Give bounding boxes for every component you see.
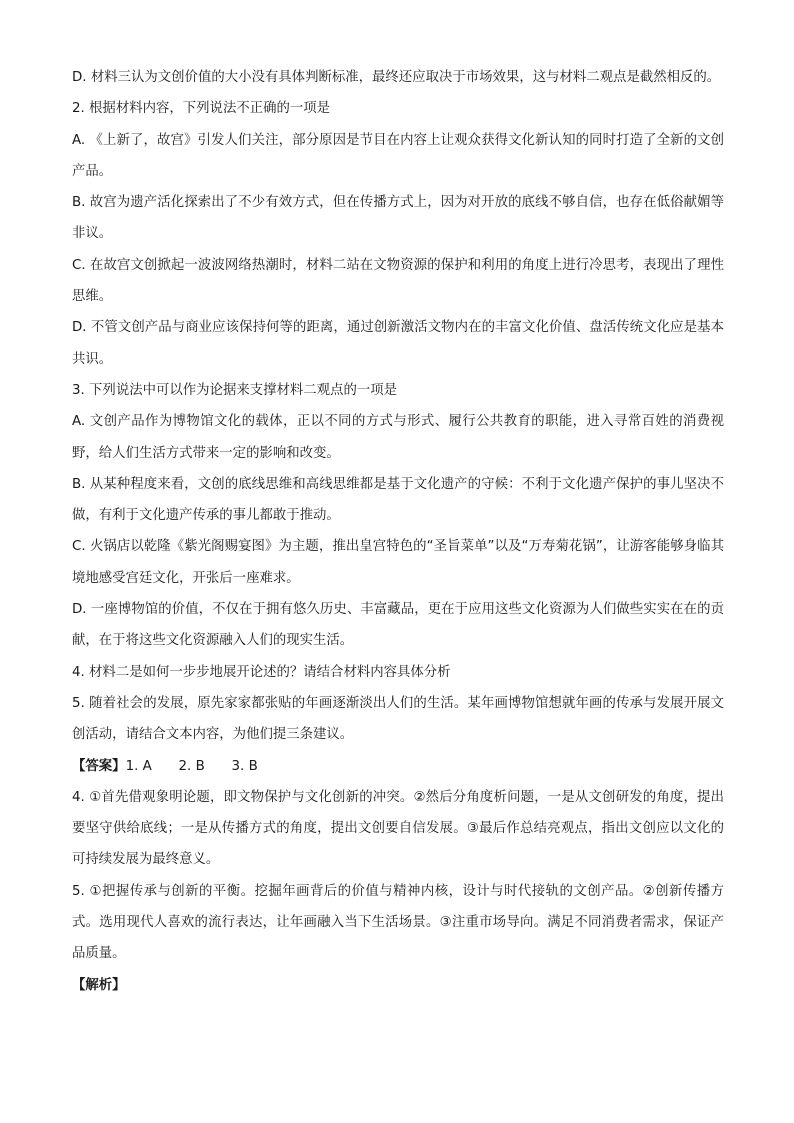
q2-stem: 2. 根据材料内容，下列说法不正确的一项是 bbox=[72, 101, 331, 117]
q4-stem: 4. 材料二是如何一步步地展开论述的？请结合材料内容具体分析 bbox=[72, 664, 451, 680]
q3-option-b: B. 从某种程度来看，文创的底线思维和高线思维都是基于文化遗产的守候：不利于文化遗产保护的事儿坚决不做，有利于文化遗产传承的事儿都敢于推动。 bbox=[72, 476, 724, 524]
q5-stem: 5. 随着社会的发展，原先家家都张贴的年画逐渐淡出人们的生活。某年画博物馆想就年画的传承与发展开展文创活动，请结合文本内容，为他们提三条建议。 bbox=[72, 695, 724, 743]
q3-option-d: D. 一座博物馆的价值，不仅在于拥有悠久历史、丰富藏品，更在于应用这些文化资源为人们做些实实在在的贡献，在于将这些文化资源融入人们的现实生活。 bbox=[72, 602, 724, 649]
q1-option-d: D. 材料三认为文创价值的大小没有具体判断标准，最终还应取决于市场效果，这与材料二观点是截然相反的。 bbox=[72, 70, 721, 85]
q2-option-d: D. 不管文创产品与商业应该保持何等的距离，通过创新激活文物内在的丰富文化价值、盘活传统文化应是基本共识。 bbox=[72, 320, 724, 367]
analysis-label: 【解析】 bbox=[72, 977, 126, 993]
q3-option-c: C. 火锅店以乾隆《紫光阁赐宴图》为主题，推出皇宫特色的“圣旨菜单”以及“万寿菊花锅”，让游客能够身临其境地感受宫廷文化，开张后一座难求。 bbox=[72, 539, 724, 586]
answer-5: 5. ①把握传承与创新的平衡。挖掘年画背后的价值与精神内核，设计与时代接轨的文创产品。②创新传播方式。选用现代人喜欢的流行表达，让年画融入当下生活场景。③注重市场导向。满足不同消费者需求，保证产品质量。 bbox=[72, 883, 724, 962]
document-body bbox=[72, 62, 724, 1001]
answer-mc: 1. A 2. B 3. B bbox=[125, 758, 258, 774]
answer-line bbox=[72, 751, 724, 782]
answer-label: 【答案】 bbox=[72, 758, 126, 774]
analysis-line bbox=[72, 970, 724, 1001]
answer-4: 4. ①首先借观象明论题，即文物保护与文化创新的冲突。②然后分角度析问题，一是从文创研发的角度，提出要坚守供给底线；一是从传播方式的角度，提出文创要自信发展。③最后作总结亮观点，指出文创应以文化的可持续发展为最终意义。 bbox=[72, 789, 724, 868]
q3-option-a: A. 文创产品作为博物馆文化的载体，正以不同的方式与形式、履行公共教育的职能，进入寻常百姓的消费视野，给人们生活方式带来一定的影响和改变。 bbox=[72, 414, 724, 461]
q2-option-a: A. 《上新了，故宫》引发人们关注，部分原因是节目在内容上让观众获得文化新认知的同时打造了全新的文创产品。 bbox=[72, 132, 724, 179]
q2-option-c: C. 在故宫文创掀起一波波网络热潮时，材料二站在文物资源的保护和利用的角度上进行冷思考，表现出了理性思维。 bbox=[72, 257, 724, 305]
q2-option-b: B. 故宫为遗产活化探索出了不少有效方式，但在传播方式上，因为对开放的底线不够自信，也存在低俗献媚等非议。 bbox=[72, 195, 724, 242]
q3-stem: 3. 下列说法中可以作为论据来支撑材料二观点的一项是 bbox=[72, 382, 398, 398]
